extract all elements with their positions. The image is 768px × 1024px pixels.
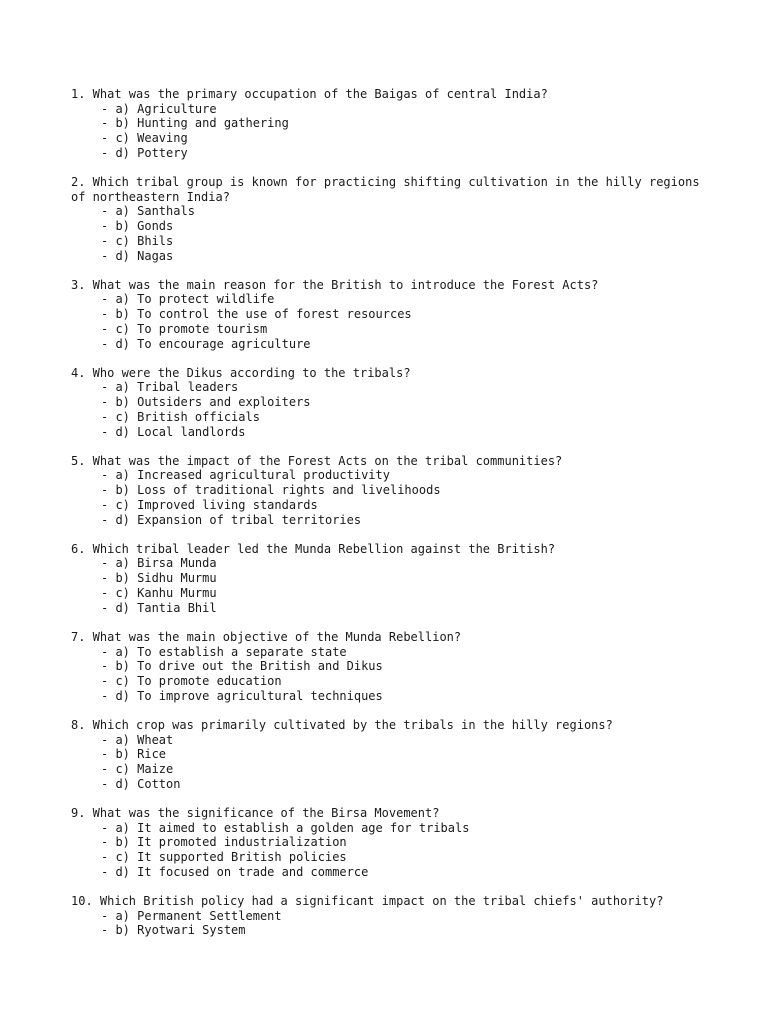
- option-list: [71, 556, 711, 615]
- option-d: - d) Pottery: [101, 145, 188, 160]
- option-c: - c) Improved living standards: [101, 497, 318, 512]
- option-d: - d) Expansion of tribal territories: [101, 512, 362, 527]
- option-b: - b) Sidhu Murmu: [101, 571, 217, 586]
- option-c: - c) Kanhu Murmu: [101, 585, 217, 600]
- question-3: [71, 278, 711, 352]
- question-text: 1. What was the primary occupation of the Baigas of central India?: [71, 87, 548, 101]
- option-list: [71, 645, 711, 704]
- option-list: [71, 380, 711, 439]
- document-page: [71, 87, 711, 952]
- option-a: - a) Birsa Munda: [101, 556, 217, 571]
- question-10: [71, 894, 711, 938]
- option-list: [71, 204, 711, 263]
- question-text: 10. Which British policy had a significant impact on the tribal chiefs' authority?: [71, 893, 664, 908]
- option-b: - b) Loss of traditional rights and livelihoods: [101, 483, 441, 498]
- option-c: - c) To promote education: [101, 673, 282, 688]
- option-c: - c) Weaving: [101, 131, 188, 146]
- question-5: [71, 454, 711, 528]
- option-a: - a) Santhals: [101, 204, 195, 219]
- option-a: - a) Tribal leaders: [101, 380, 239, 395]
- question-text: 8. Which crop was primarily cultivated by the tribals in the hilly regions?: [71, 717, 613, 732]
- option-d: - d) To improve agricultural techniques: [101, 688, 383, 703]
- option-c: - c) British officials: [101, 409, 260, 424]
- option-a: - a) Agriculture: [101, 101, 217, 116]
- option-d: - d) Tantia Bhil: [101, 600, 217, 615]
- option-a: - a) It aimed to establish a golden age for tribals: [101, 820, 470, 835]
- option-d: - d) To encourage agriculture: [101, 336, 311, 351]
- option-list: [71, 292, 711, 351]
- option-c: - c) It supported British policies: [101, 849, 347, 864]
- option-c: - c) To promote tourism: [101, 321, 268, 336]
- option-list: [71, 821, 711, 880]
- option-b: - b) Hunting and gathering: [101, 116, 289, 131]
- question-7: [71, 630, 711, 704]
- question-4: [71, 366, 711, 440]
- question-6: [71, 542, 711, 616]
- option-list: [71, 468, 711, 527]
- question-1: [71, 87, 711, 161]
- option-a: - a) Permanent Settlement: [101, 908, 282, 923]
- question-9: [71, 806, 711, 880]
- option-b: - b) To drive out the British and Dikus: [101, 659, 383, 674]
- question-text: 3. What was the main reason for the British to introduce the Forest Acts?: [71, 277, 599, 292]
- option-d: - d) It focused on trade and commerce: [101, 864, 369, 879]
- option-c: - c) Bhils: [101, 233, 174, 248]
- option-d: - d) Local landlords: [101, 424, 246, 439]
- option-list: [71, 909, 711, 938]
- option-a: - a) To establish a separate state: [101, 644, 347, 659]
- option-b: - b) Outsiders and exploiters: [101, 395, 311, 410]
- question-text: 7. What was the main objective of the Munda Rebellion?: [71, 629, 462, 644]
- option-b: - b) Ryotwari System: [101, 923, 246, 938]
- question-2: [71, 175, 711, 263]
- option-b: - b) To control the use of forest resources: [101, 307, 412, 322]
- option-b: - b) Gonds: [101, 219, 174, 234]
- option-b: - b) Rice: [101, 747, 167, 762]
- question-text: 5. What was the impact of the Forest Acts on the tribal communities?: [71, 453, 563, 468]
- option-c: - c) Maize: [101, 761, 174, 776]
- question-text: 2. Which tribal group is known for practicing shifting cultivation in the hilly regions of northeastern India?: [71, 175, 707, 204]
- question-text: 6. Which tribal leader led the Munda Rebellion against the British?: [71, 541, 556, 556]
- question-text: 9. What was the significance of the Birsa Movement?: [71, 805, 440, 820]
- option-a: - a) Wheat: [101, 732, 174, 747]
- option-a: - a) To protect wildlife: [101, 292, 275, 307]
- question-8: [71, 718, 711, 792]
- option-b: - b) It promoted industrialization: [101, 835, 347, 850]
- option-a: - a) Increased agricultural productivity: [101, 468, 390, 483]
- option-d: - d) Nagas: [101, 248, 174, 263]
- option-list: [71, 733, 711, 792]
- option-list: [71, 102, 711, 161]
- question-text: 4. Who were the Dikus according to the tribals?: [71, 365, 411, 380]
- option-d: - d) Cotton: [101, 776, 181, 791]
